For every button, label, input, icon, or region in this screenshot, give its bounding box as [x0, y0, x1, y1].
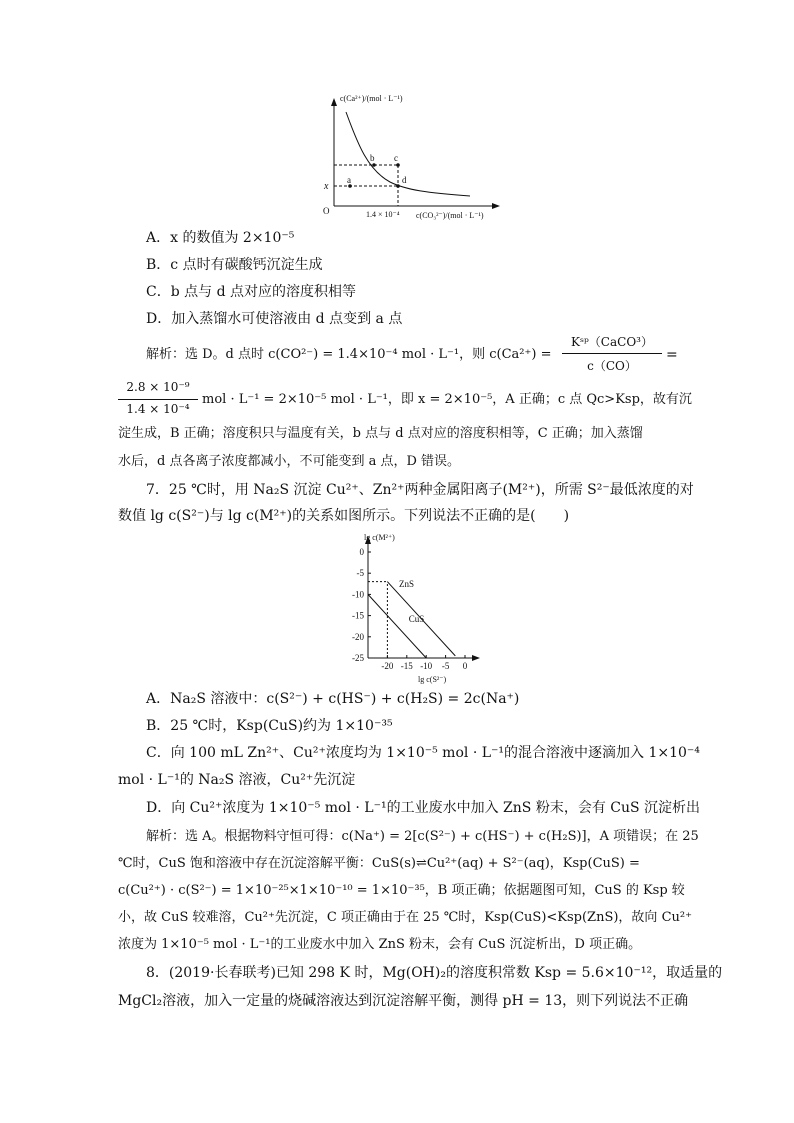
q6-analysis-line3: 淀生成，B 正确；溶度积只与温度有关，b 点与 d 点对应的溶度积相等，C 正确；加入蒸馏: [118, 426, 643, 441]
solubility-curve-figure: [318, 90, 503, 222]
fraction1-numerator: Kˢᵖ（CaCO³）: [571, 335, 653, 349]
x-tick-label: 1.4 × 10⁻⁴: [366, 210, 400, 219]
lg-concentration-chart: [330, 530, 480, 686]
chart-y-label: lg c(M²⁺): [364, 533, 395, 542]
chart-x-tick-label: -15: [400, 661, 413, 671]
q7-analysis-line1: 解析：选 A。根据物料守恒可得：c(Na⁺) = 2[c(S²⁻) + c(HS⁻) + c(H₂S)]，A 项错误；在 25: [146, 829, 699, 844]
q7-analysis-line5: 浓度为 1×10⁻⁵ mol · L⁻¹的工业废水中加入 ZnS 粉末，会有 CuS 沉淀析出，D 项正确。: [118, 937, 642, 952]
chart-y-tick-label: -25: [352, 653, 364, 663]
chart-series-label-cus: CuS: [408, 613, 425, 624]
q7-option-a: A．Na₂S 溶液中：c(S²⁻) + c(HS⁻) + c(H₂S) = 2c(Na⁺): [146, 691, 520, 707]
chart-series-line-cus: [368, 594, 426, 658]
q7-analysis-line2: ℃时，CuS 饱和溶液中存在沉淀溶解平衡：CuS(s)⇌Cu²⁺(aq) + S²⁻(aq)，Ksp(CuS) =: [118, 856, 640, 871]
y-axis-arrow: [331, 98, 337, 106]
q7-option-d: D．向 Cu²⁺浓度为 1×10⁻⁵ mol · L⁻¹的工业废水中加入 ZnS 粉末，会有 CuS 沉淀析出: [146, 800, 701, 816]
chart-x-tick-label: -20: [381, 661, 394, 671]
q7-option-c-line2: mol · L⁻¹的 Na₂S 溶液，Cu²⁺先沉淀: [118, 772, 356, 788]
y-tick-label: x: [324, 181, 329, 192]
fraction2-numerator: 2.8 × 10⁻⁹: [126, 380, 190, 394]
chart-series-label-zns: ZnS: [399, 578, 415, 589]
chart-y-tick-label: 0: [359, 547, 364, 557]
q7-option-b: B．25 ℃时，Ksp(CuS)约为 1×10⁻³⁵: [146, 718, 393, 734]
point-c: [396, 163, 400, 167]
q6-option-c: C．b 点与 d 点对应的溶度积相等: [146, 284, 356, 300]
q6-option-a: A．x 的数值为 2×10⁻⁵: [146, 230, 295, 246]
q7-analysis-line3: c(Cu²⁺) · c(S²⁻) = 1×10⁻²⁵×1×10⁻¹⁰ = 1×10⁻³⁵，B 项正确；依据题图可知，CuS 的 Ksp 较: [118, 883, 685, 898]
chart-y-tick-label: -20: [352, 631, 364, 642]
q6-analysis-line2: mol · L⁻¹ = 2×10⁻⁵ mol · L⁻¹，即 x = 2×10⁻⁵，A 正确；c 点 Qc>Ksp，故有沉: [202, 392, 692, 407]
q7-analysis-line4: 小，故 CuS 较难溶，Cu²⁺先沉淀，C 项正确由于在 25 ℃时，Ksp(CuS)<Ksp(ZnS)，故向 Cu²⁺: [118, 910, 692, 925]
fraction2-denominator: 1.4 × 10⁻⁴: [126, 402, 190, 416]
x-axis-arrow: [492, 203, 500, 209]
chart-y-tick-label: -10: [352, 589, 364, 600]
chart-y-tick-label: -5: [356, 568, 364, 579]
fraction1-denominator: c（CO）: [587, 359, 637, 373]
q6-option-b: B．c 点时有碳酸钙沉淀生成: [146, 257, 323, 273]
chart-y-tick-label: -15: [352, 610, 364, 621]
q8-stem-line1: 8．(2019·长春联考)已知 298 K 时，Mg(OH)₂的溶度积常数 Ksp = 5.6×10⁻¹²，取适量的: [146, 965, 723, 981]
fraction1-bar: [562, 353, 662, 354]
q6-analysis-equals: =: [666, 347, 678, 363]
label-c: c: [394, 153, 398, 163]
q7-stem-line2: 数值 lg c(S²⁻)与 lg c(M²⁺)的关系如图所示。下列说法不正确的是( ): [118, 508, 570, 524]
fraction2-bar: [118, 399, 198, 400]
q7-stem-line1: 7．25 ℃时，用 Na₂S 沉淀 Cu²⁺、Zn²⁺两种金属阳离子(M²⁺)，所需 S²⁻最低浓度的对: [146, 482, 694, 498]
label-b: b: [370, 153, 375, 163]
x-axis-label: c(CO₃²⁻)/(mol · L⁻¹): [416, 211, 484, 220]
q8-stem-line2: MgCl₂溶液，加入一定量的烧碱溶液达到沉淀溶解平衡，测得 pH = 13，则下列说法不正确: [118, 993, 689, 1009]
chart-x-tick-label: -5: [441, 661, 450, 671]
q6-analysis-line1: 解析：选 D。d 点时 c(CO²⁻) = 1.4×10⁻⁴ mol · L⁻¹，则 c(Ca²⁺) =: [146, 347, 552, 362]
label-a: a: [347, 175, 351, 185]
point-b: [372, 163, 376, 167]
solubility-curve: [346, 112, 470, 196]
chart-x-tick-label: 0: [462, 661, 468, 671]
q6-analysis-line4: 水后，d 点各离子浓度都减小，不可能变到 a 点，D 错误。: [118, 454, 461, 469]
chart-x-tick-label: -10: [420, 661, 433, 671]
q7-option-c-line1: C．向 100 mL Zn²⁺、Cu²⁺浓度均为 1×10⁻⁵ mol · L⁻¹的混合溶液中逐滴加入 1×10⁻⁴: [146, 745, 700, 761]
chart-x-arrow: [472, 655, 480, 661]
point-d: [396, 184, 400, 188]
chart-x-label: lg c(S²⁻): [418, 675, 447, 684]
q6-option-d: D．加入蒸馏水可使溶液由 d 点变到 a 点: [146, 311, 403, 327]
origin-label: O: [323, 206, 330, 216]
label-d: d: [402, 175, 407, 185]
y-axis-label: c(Ca²⁺)/(mol · L⁻¹): [340, 94, 403, 103]
